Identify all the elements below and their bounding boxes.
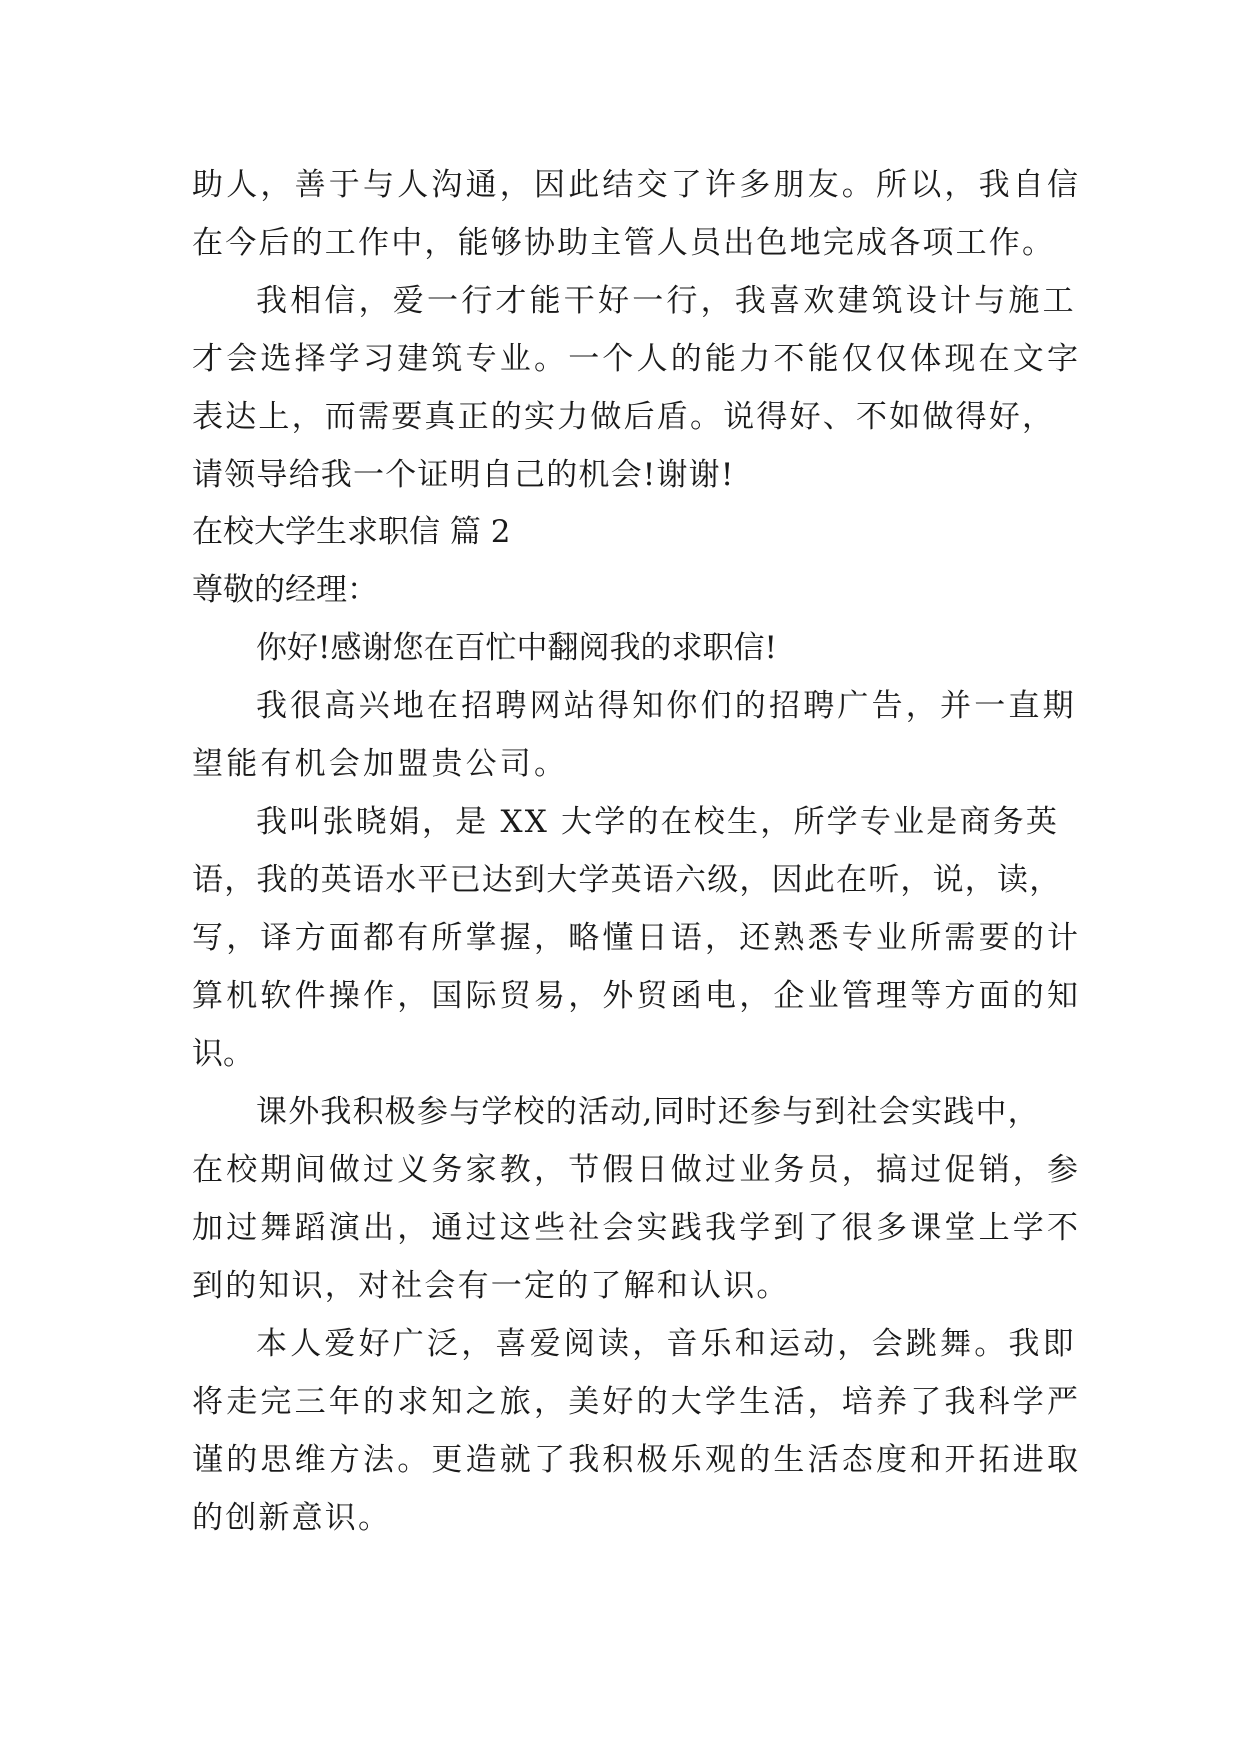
section-heading: 在校大学生求职信 篇 2 [192,514,511,550]
salutation: 尊敬的经理： [192,572,378,608]
paragraph-line: 本人爱好广泛，喜爱阅读，音乐和运动，会跳舞。我即 [256,1326,1077,1362]
paragraph-line: 望能有机会加盟贵公司。 [192,746,569,782]
paragraph-line: 的创新意识。 [192,1500,392,1536]
paragraph-line: 我很高兴地在招聘网站得知你们的招聘广告，并一直期 [256,688,1077,724]
paragraph-line: 在今后的工作中，能够协助主管人员出色地完成各项工作。 [192,225,1056,261]
paragraph-line: 算机软件操作，国际贸易，外贸函电，企业管理等方面的知 [192,978,1082,1014]
paragraph-line: 识。 [192,1036,254,1072]
paragraph-line: 课外我积极参与学校的活动,同时还参与到社会实践中， [256,1094,1040,1130]
paragraph-line: 请领导给我一个证明自己的机会!谢谢! [192,457,735,493]
paragraph-line: 表达上，而需要真正的实力做后盾。说得好、不如做得好， [192,399,1056,435]
paragraph-line: 才会选择学习建筑专业。一个人的能力不能仅仅体现在文字 [192,341,1082,377]
paragraph-line: 加过舞蹈演出，通过这些社会实践我学到了很多课堂上学不 [192,1210,1082,1246]
paragraph-line: 将走完三年的求知之旅，美好的大学生活，培养了我科学严 [192,1384,1082,1420]
paragraph-line: 写，译方面都有所掌握，略懂日语，还熟悉专业所需要的计 [192,920,1082,956]
paragraph-line: 我相信，爱一行才能干好一行，我喜欢建筑设计与施工 [256,283,1077,319]
paragraph-line: 在校期间做过义务家教，节假日做过业务员，搞过促销，参 [192,1152,1082,1188]
paragraph-line: 我叫张晓娟，是 XX 大学的在校生，所学专业是商务英 [256,804,1060,840]
paragraph-line: 到的知识，对社会有一定的了解和认识。 [192,1268,790,1304]
paragraph-line: 语，我的英语水平已达到大学英语六级，因此在听，说，读， [192,862,1062,898]
paragraph-line: 谨的思维方法。更造就了我积极乐观的生活态度和开拓进取 [192,1442,1082,1478]
greeting: 你好!感谢您在百忙中翻阅我的求职信! [256,630,777,666]
paragraph-line: 助人，善于与人沟通，因此结交了许多朋友。所以，我自信 [192,167,1082,203]
